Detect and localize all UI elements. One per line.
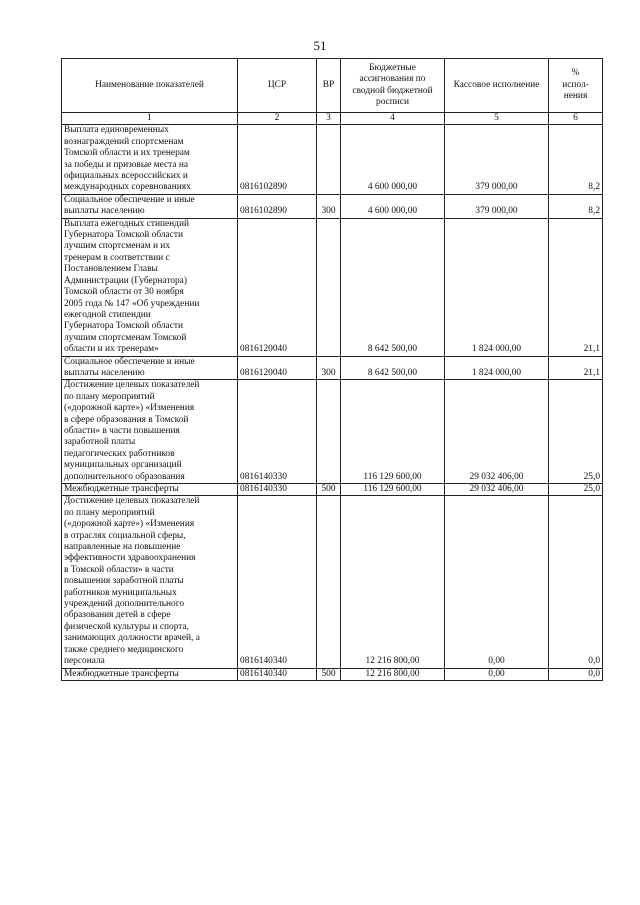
table-row <box>62 496 603 668</box>
indicator-name-cell: Выплата единовременных вознаграждений спортсменам Томской области и их тренерам за победы и призовые места на официальных всероссийских и международных соревнованиях <box>62 125 238 194</box>
vr-cell <box>317 218 341 356</box>
header-execution-percent: % испол- нения <box>549 59 603 113</box>
page-number: 51 <box>313 38 327 53</box>
table-row <box>62 194 603 218</box>
indicator-name-cell: Межбюджетные трансферты <box>62 668 238 680</box>
vr-cell: 500 <box>317 484 341 496</box>
table-row <box>62 484 603 496</box>
percent-cell: 8,2 <box>549 125 603 194</box>
cash-cell: 0,00 <box>445 496 549 668</box>
budget-cell: 12 216 800,00 <box>341 668 445 680</box>
table-row <box>62 125 603 194</box>
indicator-name-cell: Социальное обеспечение и иные выплаты населению <box>62 356 238 380</box>
indicator-name-cell: Достижение целевых показателей по плану мероприятий («дорожной карте») «Изменения в отраслях социальной сферы, направленные на повышение эффективности здравоохранения в Томской области» в части повышения заработной платы работников муниципальных учреждений дополнительного образования детей в сфере физической культуры и спорта, занимающих должности врачей, а также среднего медицинского персонала <box>62 496 238 668</box>
header-budget-allocations: Бюджетные ассигнования по сводной бюджетной росписи <box>341 59 445 113</box>
cash-cell: 29 032 406,00 <box>445 484 549 496</box>
budget-cell: 4 600 000,00 <box>341 125 445 194</box>
cash-cell: 1 824 000,00 <box>445 356 549 380</box>
percent-cell: 25,0 <box>549 380 603 484</box>
budget-cell: 8 642 500,00 <box>341 218 445 356</box>
header-csr: ЦСР <box>238 59 317 113</box>
column-number: 1 <box>62 113 238 125</box>
budget-cell: 4 600 000,00 <box>341 194 445 218</box>
csr-cell: 0816140330 <box>238 380 317 484</box>
csr-cell: 0816140340 <box>238 496 317 668</box>
percent-cell: 8,2 <box>549 194 603 218</box>
vr-cell: 300 <box>317 356 341 380</box>
csr-cell: 0816102890 <box>238 194 317 218</box>
vr-cell: 500 <box>317 668 341 680</box>
percent-cell: 0,0 <box>549 668 603 680</box>
indicator-name-cell: Межбюджетные трансферты <box>62 484 238 496</box>
cash-cell: 1 824 000,00 <box>445 218 549 356</box>
csr-cell: 0816120040 <box>238 218 317 356</box>
csr-cell: 0816140340 <box>238 668 317 680</box>
budget-cell: 116 129 600,00 <box>341 484 445 496</box>
table-header-row <box>62 59 603 113</box>
percent-cell: 21,1 <box>549 356 603 380</box>
budget-cell: 8 642 500,00 <box>341 356 445 380</box>
table-row <box>62 668 603 680</box>
table-row <box>62 380 603 484</box>
vr-cell: 300 <box>317 194 341 218</box>
column-number: 4 <box>341 113 445 125</box>
percent-cell: 25,0 <box>549 484 603 496</box>
csr-cell: 0816120040 <box>238 356 317 380</box>
budget-execution-table <box>61 58 603 681</box>
column-number: 5 <box>445 113 549 125</box>
csr-cell: 0816140330 <box>238 484 317 496</box>
header-vr: ВР <box>317 59 341 113</box>
table-row <box>62 218 603 356</box>
indicator-name-cell: Социальное обеспечение и иные выплаты населению <box>62 194 238 218</box>
budget-cell: 116 129 600,00 <box>341 380 445 484</box>
percent-cell: 0,0 <box>549 496 603 668</box>
vr-cell <box>317 380 341 484</box>
csr-cell: 0816102890 <box>238 125 317 194</box>
header-indicator-name: Наименование показателей <box>62 59 238 113</box>
cash-cell: 379 000,00 <box>445 194 549 218</box>
vr-cell <box>317 496 341 668</box>
column-number: 2 <box>238 113 317 125</box>
header-cash-execution: Кассовое исполнение <box>445 59 549 113</box>
cash-cell: 0,00 <box>445 668 549 680</box>
indicator-name-cell: Выплата ежегодных стипендий Губернатора Томской области лучшим спортсменам и их тренерам в соответствии с Постановлением Главы Администрации (Губернатора) Томской области от 30 ноября 2005 года № 147 «Об учреждении ежегодной стипендии Губернатора Томской области лучшим спортсменам Томской области и их тренерам» <box>62 218 238 356</box>
column-number: 6 <box>549 113 603 125</box>
cash-cell: 379 000,00 <box>445 125 549 194</box>
indicator-name-cell: Достижение целевых показателей по плану мероприятий («дорожной карте») «Изменения в сфере образования в Томской области» в части повышения заработной платы педагогических работников муниципальных организаций дополнительного образования <box>62 380 238 484</box>
vr-cell <box>317 125 341 194</box>
column-number: 3 <box>317 113 341 125</box>
column-number-row <box>62 113 603 125</box>
table-row <box>62 356 603 380</box>
budget-cell: 12 216 800,00 <box>341 496 445 668</box>
cash-cell: 29 032 406,00 <box>445 380 549 484</box>
percent-cell: 21,1 <box>549 218 603 356</box>
